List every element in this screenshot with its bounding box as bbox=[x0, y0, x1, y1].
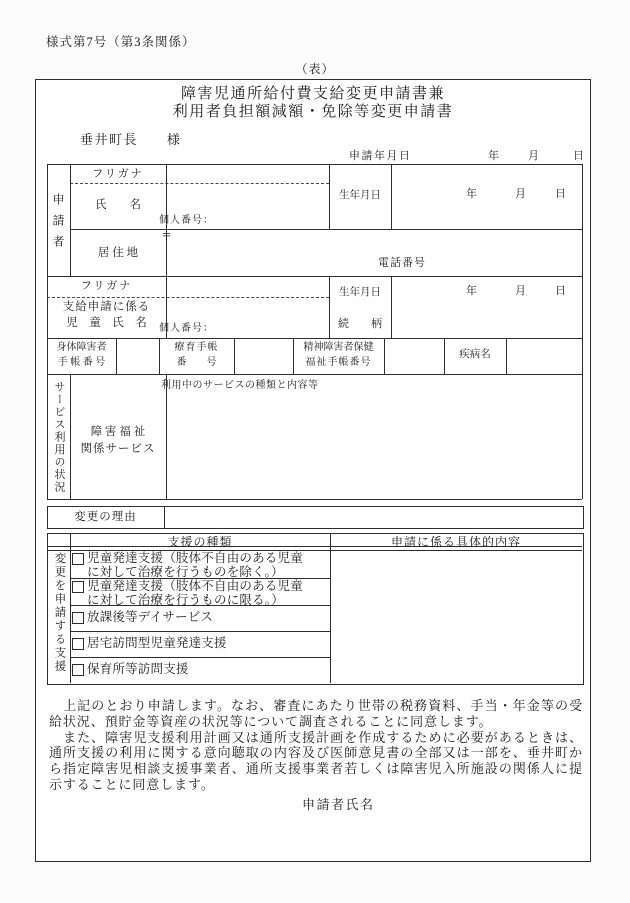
child-name-label-line1: 支給申請に係る bbox=[62, 301, 151, 313]
grid-line bbox=[116, 338, 117, 374]
service-category-label-line1: 障 害 福 祉 bbox=[90, 426, 146, 438]
disease-name-label: 疾病名 bbox=[459, 349, 491, 360]
support-detail-header: 申請に係る具体的内容 bbox=[390, 535, 521, 549]
checkbox-icon[interactable] bbox=[72, 553, 84, 565]
support-option-label: 保育所等訪問支援 bbox=[87, 662, 189, 676]
grid-line bbox=[47, 338, 582, 339]
support-option-label: 児童発達支援（肢体不自由のある児童に対して治療を行うものに限る。） bbox=[87, 579, 303, 607]
applicant-year-label: 年 bbox=[466, 188, 477, 200]
support-change-section-label: 変更を申請する支援 bbox=[53, 552, 66, 674]
furigana-divider bbox=[70, 183, 329, 184]
grid-line bbox=[391, 276, 392, 338]
form-number: 様式第7号（第3条関係） bbox=[46, 35, 196, 49]
grid-line bbox=[234, 338, 235, 374]
applicant-month-label: 月 bbox=[515, 188, 526, 200]
physical-handbook-label-line2: 手 帳 番 号 bbox=[57, 357, 106, 368]
applicant-personal-number-label: 個人番号： bbox=[159, 215, 214, 226]
grid-line bbox=[166, 164, 167, 338]
support-option-row bbox=[72, 552, 326, 579]
consent-text bbox=[49, 698, 583, 793]
grid-line bbox=[47, 499, 582, 500]
consent-paragraph-1: 上記のとおり申請します。なお、審査にあたり世帯の税務資料、手当・年金等の受給状況、預貯金等資産の状況等について調査されることに同意します。 bbox=[49, 698, 583, 729]
support-option-row bbox=[72, 663, 326, 677]
child-day-label: 日 bbox=[555, 285, 566, 297]
child-name-label-line2: 児 童 氏 名 bbox=[66, 317, 147, 329]
grid-line bbox=[391, 164, 392, 229]
application-date-month-label: 月 bbox=[528, 150, 539, 162]
sheet-side-label: （表） bbox=[295, 62, 335, 76]
rehab-handbook-label-line2: 番 号 bbox=[176, 357, 217, 368]
consent-paragraph-2: また、障害児支援利用計画又は通所支援計画を作成するために必要があるときは、通所支援の利用に関する意向聴取の内容及び医師意見書の全部又は一部を、垂井町から指定障害児相談支援事業者、通所支援事業者若しくは障害児入所施設の関係人に提示することに同意します。 bbox=[49, 729, 583, 792]
grid-line bbox=[506, 338, 507, 374]
applicant-address-label: 居 住 地 bbox=[97, 247, 139, 259]
furigana-divider bbox=[47, 297, 329, 298]
mental-handbook-label-line2: 福祉手帳番号 bbox=[305, 357, 372, 368]
support-type-header: 支援の種類 bbox=[167, 535, 233, 549]
postal-mark: 〒 bbox=[161, 232, 172, 244]
mental-handbook-label-line1: 精神障害者保健 bbox=[303, 342, 374, 353]
phone-label: 電話番号 bbox=[378, 257, 426, 269]
change-reason-label: 変更の理由 bbox=[74, 511, 137, 523]
applicant-birthdate-label: 生年月日 bbox=[339, 190, 381, 201]
rehab-handbook-label-line1: 療育手帳 bbox=[174, 342, 219, 353]
support-option-label: 放課後等デイサービス bbox=[87, 610, 214, 624]
applicant-signature-label: 申請者氏名 bbox=[302, 797, 375, 812]
checkbox-icon[interactable] bbox=[72, 664, 84, 676]
form-title-line2: 利用者負担額減額・免除等変更申請書 bbox=[172, 104, 454, 120]
support-option-row bbox=[72, 580, 326, 607]
grid-line bbox=[384, 338, 385, 374]
child-relation-label: 続 柄 bbox=[338, 318, 382, 330]
application-date-year-label: 年 bbox=[488, 150, 499, 162]
service-use-section-label: サービス利用の状況 bbox=[53, 381, 65, 494]
grid-line bbox=[47, 374, 582, 375]
grid-line bbox=[47, 276, 582, 277]
checkbox-icon[interactable] bbox=[72, 581, 84, 593]
physical-handbook-label-line1: 身体障害者 bbox=[56, 342, 107, 353]
addressee-honorific: 様 bbox=[167, 132, 181, 147]
child-furigana-label: フリガナ bbox=[80, 280, 133, 292]
application-date-day-label: 日 bbox=[573, 150, 584, 162]
form-title-line1: 障害児通所給付費支給変更申請書兼 bbox=[180, 86, 445, 102]
service-content-label: 利用中のサービスの種類と内容等 bbox=[161, 380, 319, 391]
support-option-row bbox=[72, 611, 326, 625]
application-date-label: 申請年月日 bbox=[349, 150, 412, 162]
child-birthdate-label: 生年月日 bbox=[339, 287, 381, 298]
grid-line bbox=[70, 631, 330, 632]
form-outer-box bbox=[35, 79, 591, 862]
grid-line bbox=[166, 374, 167, 499]
support-option-label: 居宅訪問型児童発達支援 bbox=[87, 636, 227, 650]
grid-line bbox=[70, 657, 330, 658]
service-category-label-line2: 関係サービス bbox=[80, 443, 156, 455]
checkbox-icon[interactable] bbox=[72, 612, 84, 624]
grid-line bbox=[70, 229, 582, 230]
grid-line bbox=[582, 164, 583, 499]
checkbox-icon[interactable] bbox=[72, 638, 84, 650]
child-personal-number-label: 個人番号： bbox=[159, 323, 214, 334]
grid-line bbox=[47, 164, 48, 499]
child-year-label: 年 bbox=[466, 285, 477, 297]
grid-line bbox=[330, 533, 331, 683]
grid-line bbox=[164, 506, 165, 529]
addressee-name: 垂井町長 bbox=[80, 132, 139, 147]
support-option-label: 児童発達支援（肢体不自由のある児童に対して治療を行うものを除く。） bbox=[87, 551, 303, 579]
applicant-section-label: 申請者 bbox=[51, 193, 65, 256]
grid-line bbox=[47, 164, 582, 165]
support-option-row bbox=[72, 637, 326, 651]
applicant-name-label: 氏 名 bbox=[95, 199, 141, 211]
child-month-label: 月 bbox=[515, 285, 526, 297]
applicant-furigana-label: フリガナ bbox=[92, 168, 144, 180]
applicant-day-label: 日 bbox=[555, 188, 566, 200]
grid-line bbox=[70, 533, 71, 683]
